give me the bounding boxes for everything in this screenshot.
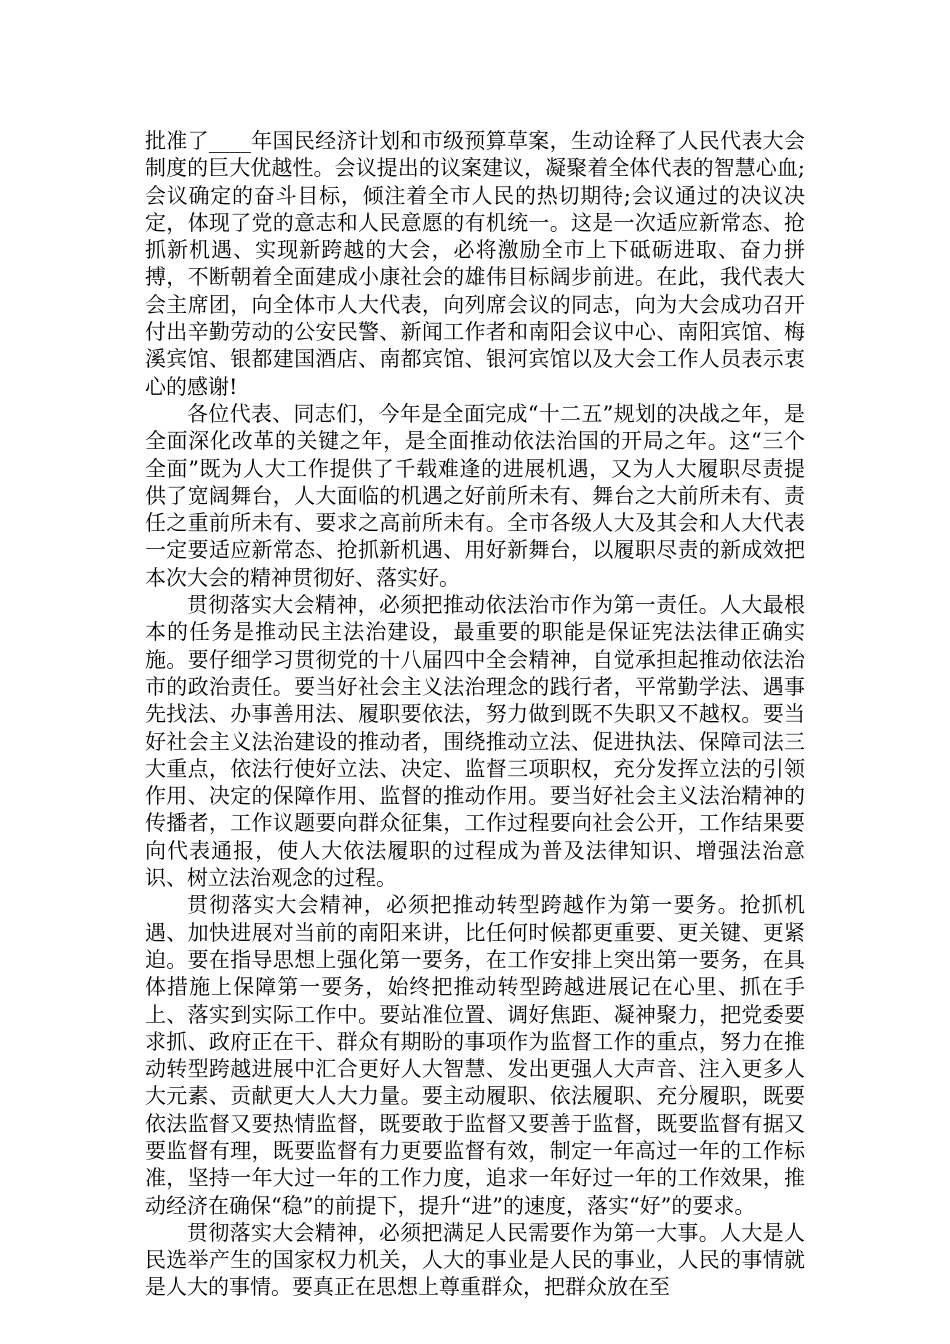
paragraph-3: 贯彻落实大会精神，必须把推动依法治市作为第一责任。人大最根本的任务是推动民主法治建设，最重要的职能是保证宪法法律正确实施。要仔细学习贯彻党的十八届四中全会精神，自觉承担起推动依法治市的政治责任。要当好社会主义法治理念的践行者，平常勤学法、遇事先找法、办事善用法、履职要依法，努力做到既不失职又不越权。要当好社会主义法治建设的推动者，围绕推动立法、促进执法、保障司法三大重点，依法行使好立法、决定、监督三项职权，充分发挥立法的引领作用、决定的保障作用、监督的推动作用。要当好社会主义法治精神的传播者，工作议题要向群众征集，工作过程要向社会公开，工作结果要向代表通报，使人大依法履职的过程成为普及法律知识、增强法治意识、树立法治观念的过程。: [145, 593, 805, 891]
paragraph-1: 批准了____年国民经济计划和市级预算草案，生动诠释了人民代表大会制度的巨大优越性。会议提出的议案建议，凝聚着全体代表的智慧心血;会议确定的奋斗目标，倾注着全市人民的热切期待;会议通过的决议决定，体现了党的意志和人民意愿的有机统一。这是一次适应新常态、抢抓新机遇、实现新跨越的大会，必将激励全市上下砥砺进取、奋力拼搏，不断朝着全面建成小康社会的雄伟目标阔步前进。在此，我代表大会主席团，向全体市人大代表，向列席会议的同志，向为大会成功召开付出辛勤劳动的公安民警、新闻工作者和南阳会议中心、南阳宾馆、梅溪宾馆、银都建国酒店、南都宾馆、银河宾馆以及大会工作人员表示衷心的感谢!: [145, 129, 805, 399]
document-page: [145, 128, 805, 1302]
paragraph-4: 贯彻落实大会精神，必须把推动转型跨越作为第一要务。抢抓机遇、加快进展对当前的南阳来讲，比任何时候都更重要、更关键、更紧迫。要在指导思想上强化第一要务，在工作安排上突出第一要务，在具体措施上保障第一要务，始终把推动转型跨越进展记在心里、抓在手上、落实到实际工作中。要站准位置、调好焦距、凝神聚力，把党委要求抓、政府正在干、群众有期盼的事项作为监督工作的重点，努力在推动转型跨越进展中汇合更好人大智慧、发出更强人大声音、注入更多人大元素、贡献更大人大力量。要主动履职、依法履职、充分履职，既要依法监督又要热情监督，既要敢于监督又要善于监督，既要监督有据又要监督有理，既要监督有力更要监督有效，制定一年高过一年的工作标准，坚持一年大过一年的工作力度，追求一年好过一年的工作效果，推动经济在确保“稳”的前提下，提升“进”的速度，落实“好”的要求。: [145, 893, 805, 1218]
paragraph-2: 各位代表、同志们，今年是全面完成“十二五”规划的决战之年，是全面深化改革的关键之年，是全面推动依法治国的开局之年。这“三个全面”既为人大工作提供了千载难逢的进展机遇，又为人大履职尽责提供了宽阔舞台，人大面临的机遇之好前所未有、舞台之大前所未有、责任之重前所未有、要求之高前所未有。全市各级人大及其会和人大代表一定要适应新常态、抢抓新机遇、用好新舞台，以履职尽责的新成效把本次大会的精神贯彻好、落实好。: [145, 401, 805, 590]
paragraph-5: 贯彻落实大会精神，必须把满足人民需要作为第一大事。人大是人民选举产生的国家权力机关，人大的事业是人民的事业，人民的事情就是人大的事情。要真正在思想上尊重群众，把群众放在至: [145, 1220, 805, 1300]
